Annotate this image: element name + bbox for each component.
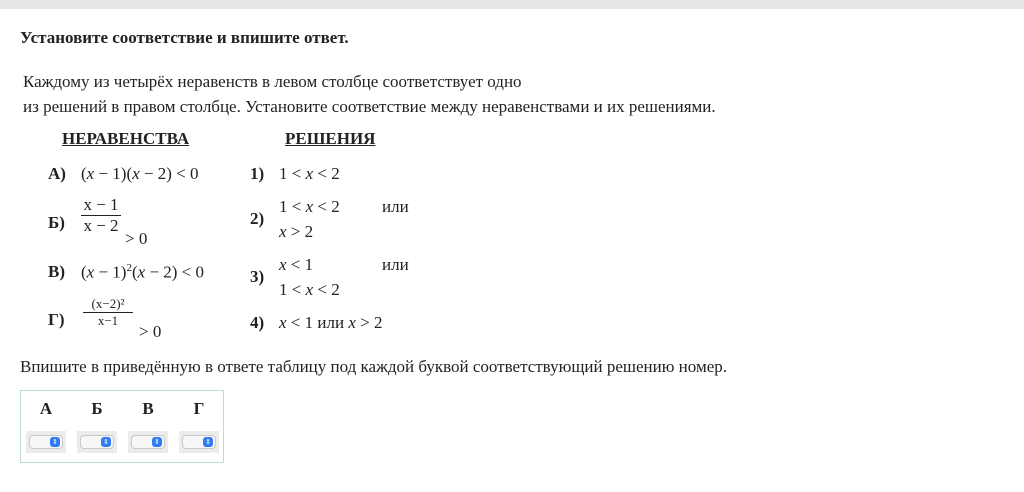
inequality-b-denominator: x − 2 (83, 216, 119, 235)
inequality-d-numerator: (x−2)² (91, 296, 125, 311)
inequality-a: (x − 1)(x − 2) < 0 (81, 164, 199, 183)
select-arrows-icon: ⇕ (152, 437, 162, 447)
answer-select-c[interactable] (131, 435, 165, 449)
solution-label-1: 1) (250, 164, 265, 183)
inequality-d-tail: > 0 (139, 322, 162, 341)
solution-label-4: 4) (250, 313, 265, 332)
solution-3-or: или (382, 255, 409, 274)
inequality-b-fraction (81, 195, 121, 236)
solution-label-3: 3) (250, 267, 265, 286)
solution-4: x < 1 или x > 2 (279, 313, 383, 332)
inequality-c: $(x - 1)^2(x - 2) < 0$ (81, 262, 205, 282)
answer-header-d: Г (193, 399, 205, 418)
inequality-d-fraction (83, 296, 133, 329)
answer-instruction: Впишите в приведённую в ответе таблицу под каждой буквой соответствующий решению номер. (20, 357, 728, 376)
answer-header-c: В (142, 399, 154, 418)
intro-line-1: Каждому из четырёх неравенств в левом столбце соответствует одно (23, 72, 522, 91)
answer-select-a[interactable] (29, 435, 63, 449)
inequality-label-d: Г) (48, 310, 65, 329)
task-intro (23, 69, 716, 119)
solution-label-2: 2) (250, 209, 265, 228)
intro-line-2: из решений в правом столбце. Установите соответствие между неравенствами и их решениями. (23, 97, 716, 116)
solution-2-line-1: 1 < x < 2 (279, 197, 340, 216)
solution-3-line-2: 1 < x < 2 (279, 280, 340, 299)
solution-3-line-1: x < 1 (279, 255, 314, 274)
top-bar (0, 0, 1024, 9)
inequality-label-b: Б) (48, 213, 65, 232)
inequality-label-a: А) (48, 164, 66, 183)
solution-2-line-2: x > 2 (279, 222, 314, 241)
answer-header-b: Б (91, 399, 103, 418)
answer-select-d[interactable] (182, 435, 216, 449)
answer-table (20, 390, 224, 463)
task-title: Установите соответствие и впишите ответ. (20, 28, 349, 47)
select-arrows-icon: ⇕ (203, 437, 213, 447)
inequality-label-c: В) (48, 262, 65, 281)
select-arrows-icon: ⇕ (101, 437, 111, 447)
column-header-inequalities: НЕРАВЕНСТВА (62, 129, 190, 148)
inequality-d-denominator: x−1 (97, 313, 119, 328)
inequality-b-numerator: x − 1 (83, 195, 119, 214)
answer-header-a: А (39, 399, 53, 418)
inequality-b-tail: > 0 (125, 229, 148, 248)
select-arrows-icon: ⇕ (50, 437, 60, 447)
solution-1: 1 < x < 2 (279, 164, 340, 183)
answer-select-b[interactable] (80, 435, 114, 449)
column-header-solutions: РЕШЕНИЯ (285, 129, 376, 148)
solution-2-or: или (382, 197, 409, 216)
